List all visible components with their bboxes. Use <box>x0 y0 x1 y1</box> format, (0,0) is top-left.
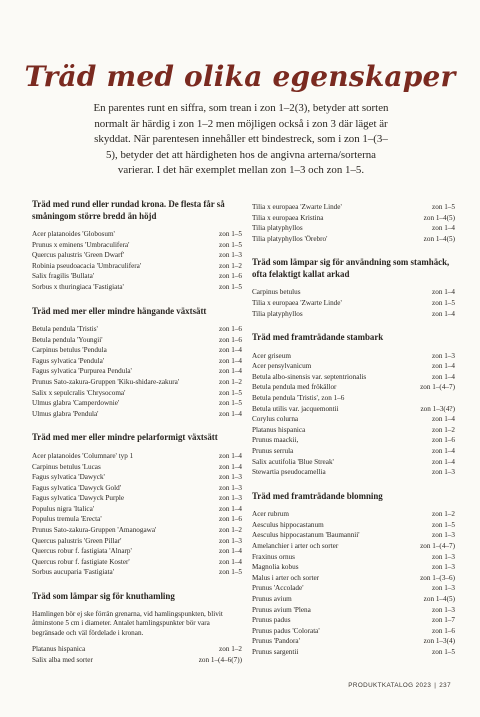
hardiness-zone: zon 1–4 <box>219 451 242 460</box>
section-heading: Träd som lämpar sig för knuthamling <box>32 591 175 602</box>
plant-name: Carpinus betulus <box>252 288 301 297</box>
plant-name: Fagus sylvatica 'Dawyck Purple <box>32 494 125 503</box>
plant-row <box>252 552 455 563</box>
plant-row <box>32 409 242 420</box>
hardiness-zone: zon 1–7 <box>432 616 455 625</box>
hardiness-zone: zon 1–2 <box>432 425 455 434</box>
plant-row <box>32 546 242 557</box>
hardiness-zone: zon 1–4 <box>432 457 455 466</box>
plant-row <box>252 530 455 541</box>
hardiness-zone: zon 1–2 <box>219 644 242 653</box>
hardiness-zone: zon 1–4 <box>219 346 242 355</box>
plant-row <box>32 271 242 282</box>
section-heading: Träd med mer eller mindre pelarformigt växtsätt <box>32 432 218 443</box>
plant-row <box>32 398 242 409</box>
plant-row <box>32 335 242 346</box>
plant-name: Salix acutifolia 'Blue Streak' <box>252 457 334 466</box>
hardiness-zone: zon 1–(4–6(7)) <box>198 655 242 664</box>
plant-name: Tilia x europaea Kristina <box>252 213 324 222</box>
plant-name: Betula albo-sinensis var. septentrionalis <box>252 372 367 381</box>
plant-row <box>252 594 455 605</box>
hardiness-zone: zon 1–4 <box>219 367 242 376</box>
hardiness-zone: zon 1–(3–6) <box>420 573 455 582</box>
plant-row <box>32 536 242 547</box>
hardiness-zone: zon 1–4 <box>432 447 455 455</box>
hardiness-zone: zon 1–6 <box>432 626 455 635</box>
plant-name: Sorbus x thuringiaca 'Fastigiata' <box>32 282 124 291</box>
plant-name: Betula pendula 'Youngii' <box>32 335 103 344</box>
plant-row <box>252 361 455 372</box>
plant-row <box>32 250 242 261</box>
hardiness-zone: zon 1–3 <box>219 536 242 545</box>
plant-name: Populus tremula 'Erecta' <box>32 515 102 524</box>
plant-name: Tilia x europaea 'Zwarte Linde' <box>252 298 342 307</box>
footer-separator: | <box>434 682 437 689</box>
plant-name: Quercus palustris 'Green Pillar' <box>32 536 122 545</box>
hardiness-zone: zon 1–3 <box>432 552 455 561</box>
section-heading: Träd som lämpar sig för användning som stamhäck, ofta felaktigt kallat arkad <box>252 257 450 279</box>
plant-name: Prunus sargentii <box>252 648 299 656</box>
plant-name: Quercus palustris 'Green Dwarf' <box>32 251 125 260</box>
plant-row <box>32 493 242 504</box>
plant-name: Amelanchier i arter och sorter <box>252 542 339 551</box>
page-title: Träd med olika egenskaper <box>24 60 456 93</box>
plant-name: Fagus sylvatica 'Purpurea Pendula' <box>32 367 132 376</box>
plant-section <box>252 332 455 478</box>
plant-name: Malus i arter och sorter <box>252 573 320 582</box>
plant-name: Robinia pseudoacacia 'Umbraculifera' <box>32 261 142 270</box>
plant-row <box>252 382 455 393</box>
plant-row <box>32 525 242 536</box>
plant-name: Populus nigra 'Italica' <box>32 504 95 513</box>
plant-name: Quercus robur f. fastigiata 'Alnarp' <box>32 547 132 556</box>
plant-name: Prunus padus 'Colorata' <box>252 626 320 635</box>
plant-name: Ulmus glabra 'Camperdownie' <box>32 399 120 408</box>
hardiness-zone: zon 1–4 <box>432 372 455 381</box>
plant-name: Carpinus betulus 'Lucas <box>32 462 101 471</box>
plant-name: Betula pendula 'Tristis', zon 1–6 <box>252 394 345 403</box>
section-heading: Träd med rund eller rundad krona. De flesta får så småningom större bredd än höjd <box>32 199 225 221</box>
plant-row <box>252 446 455 457</box>
hardiness-zone: zon 1–5 <box>432 298 455 307</box>
plant-row <box>252 541 455 552</box>
hardiness-zone: zon 1–4 <box>219 557 242 566</box>
plant-section <box>32 432 242 578</box>
plant-name: Quercus robur f. fastigiate Koster' <box>32 557 130 566</box>
hardiness-zone: zon 1–4 <box>432 415 455 424</box>
plant-row <box>252 583 455 594</box>
plant-row <box>252 351 455 362</box>
plant-name: Acer platanoides 'Globosum' <box>32 230 115 238</box>
plant-row <box>32 514 242 525</box>
plant-row <box>252 573 455 584</box>
plant-row <box>252 509 455 520</box>
hardiness-zone: zon 1–6 <box>219 325 242 334</box>
plant-name: Acer pensylvanicum <box>252 362 312 371</box>
plant-row <box>252 213 455 224</box>
hardiness-zone: zon 1–4 <box>219 504 242 513</box>
plant-row <box>252 605 455 616</box>
plant-section <box>32 199 242 293</box>
plant-row <box>252 467 455 478</box>
hardiness-zone: zon 1–3 <box>432 468 455 477</box>
plant-row <box>252 414 455 425</box>
plant-name: Fagus sylvatica 'Dawyck Gold' <box>32 483 122 492</box>
plant-row <box>32 472 242 483</box>
plant-name: Prunus maackii, <box>252 436 299 445</box>
plant-name: Prunus Sato-zakura-Gruppen 'Kiku-shidare-zakura' <box>32 378 180 387</box>
plant-name: Ulmus glabra 'Pendula' <box>32 409 99 418</box>
plant-row <box>32 567 242 578</box>
plant-name: Salix x sepulcralis 'Chrysocoma' <box>32 388 126 397</box>
plant-row <box>32 229 242 240</box>
plant-row <box>32 451 242 462</box>
hardiness-zone: zon 1–6 <box>432 436 455 445</box>
plant-name: Corylus colurna <box>252 415 299 424</box>
hardiness-zone: zon 1–6 <box>219 335 242 344</box>
plant-row <box>252 647 455 658</box>
hardiness-zone: zon 1–5 <box>219 568 242 577</box>
plant-name: Prunus serrula <box>252 447 294 455</box>
page-number: 237 <box>439 682 451 689</box>
plant-name: Stewartia pseudocamellia <box>252 468 326 477</box>
plant-name: Carpinus betulus 'Pendula <box>32 346 107 355</box>
hardiness-zone: zon 1–4(5) <box>423 595 455 604</box>
hardiness-zone: zon 1–3 <box>432 584 455 593</box>
plant-row <box>252 425 455 436</box>
hardiness-zone: zon 1–3(4) <box>423 637 455 646</box>
hardiness-zone: zon 1–5 <box>219 230 242 238</box>
hardiness-zone: zon 1–4 <box>219 462 242 471</box>
hardiness-zone: zon 1–(4–7) <box>420 542 455 551</box>
plant-row <box>32 557 242 568</box>
hardiness-zone: zon 1–4 <box>219 409 242 418</box>
hardiness-zone: zon 1–2 <box>432 510 455 519</box>
plant-name: Fagus sylvatica 'Pendula' <box>32 356 105 365</box>
plant-name: Fraxinus ornus <box>252 552 295 561</box>
right-column <box>252 202 455 671</box>
plant-section <box>32 591 242 665</box>
plant-row <box>32 356 242 367</box>
hardiness-zone: zon 1–3 <box>432 351 455 360</box>
plant-row <box>252 636 455 647</box>
plant-row <box>252 457 455 468</box>
plant-row <box>32 240 242 251</box>
plant-name: Sorbus aucuparia 'Fastigiata' <box>32 568 115 577</box>
plant-row <box>32 462 242 473</box>
hardiness-zone: zon 1–3(4?) <box>420 404 455 413</box>
plant-name: Magnolia kobus <box>252 563 299 572</box>
page-footer <box>348 682 451 689</box>
hardiness-zone: zon 1–5 <box>432 203 455 211</box>
plant-row <box>32 324 242 335</box>
hardiness-zone: zon 1–3 <box>219 251 242 260</box>
hardiness-zone: zon 1–5 <box>219 388 242 397</box>
hardiness-zone: zon 1–5 <box>432 520 455 529</box>
plant-row <box>252 287 455 298</box>
plant-row <box>32 345 242 356</box>
section-heading: Träd med framträdande stambark <box>252 332 384 343</box>
plant-row <box>252 223 455 234</box>
section-note: Hamlingen bör ej ske förrän grenarna, vid hamlingspunkten, blivit åtminstone 5 cm i diameter. Antalet hamlingspunkter bör vara begränsade och väl fördelade i kronan. <box>32 609 223 638</box>
plant-name: Platanus hispanica <box>32 644 86 653</box>
plant-name: Tilia x europaea 'Zwarte Linde' <box>252 203 342 211</box>
plant-name: Prunus x eminens 'Umbraculifera' <box>32 240 130 249</box>
intro-paragraph: En parentes runt en siffra, som trean i zon 1–2(3), betyder att sorten normalt är härdig i zon 1–2 men möjligen också i zon 3 där läget är skyddat. När parentesen innehåller ett bindestreck, som i zon 1–(3–5), betyder det att härdigheten hos de angivna arterna/sorterna varierar. I det här exemplet mellan zon 1–3 och zon 1–5. <box>93 102 389 176</box>
plant-name: Betula pendula 'Tristis' <box>32 325 98 334</box>
hardiness-zone: zon 1–5 <box>219 282 242 291</box>
plant-row <box>32 483 242 494</box>
hardiness-zone: zon 1–5 <box>219 399 242 408</box>
hardiness-zone: zon 1–(4–7) <box>420 383 455 392</box>
plant-name: Acer rubrum <box>252 510 289 519</box>
plant-name: Prunus avium <box>252 595 292 604</box>
plant-name: Prunus avium 'Plena <box>252 605 311 614</box>
plant-row <box>252 520 455 531</box>
plant-row <box>32 366 242 377</box>
plant-row <box>32 261 242 272</box>
hardiness-zone: zon 1–4 <box>432 224 455 233</box>
hardiness-zone: zon 1–2 <box>219 378 242 387</box>
left-column <box>32 199 242 678</box>
plant-name: Tilia platyphyllos <box>252 309 303 318</box>
plant-row <box>252 234 455 245</box>
plant-section <box>32 306 242 420</box>
plant-name: Prunus padus <box>252 616 291 625</box>
hardiness-zone: zon 1–3 <box>432 531 455 540</box>
plant-section <box>252 257 455 319</box>
plant-name: Acer griseum <box>252 351 291 360</box>
plant-name: Betula pendula med frökällor <box>252 383 337 392</box>
plant-row <box>252 615 455 626</box>
catalog-name: PRODUKTKATALOG 2023 <box>348 682 432 689</box>
section-heading: Träd med mer eller mindre hängande växtsätt <box>32 305 207 316</box>
plant-row <box>252 435 455 446</box>
hardiness-zone: zon 1–4 <box>432 288 455 297</box>
plant-section <box>252 202 455 244</box>
hardiness-zone: zon 1–4(5) <box>423 213 455 222</box>
hardiness-zone: zon 1–4 <box>219 547 242 556</box>
hardiness-zone: zon 1–3 <box>432 563 455 572</box>
plant-row <box>32 504 242 515</box>
plant-row <box>32 644 242 655</box>
hardiness-zone: zon 1–4 <box>432 362 455 371</box>
hardiness-zone: zon 1–4 <box>219 356 242 365</box>
plant-name: Prunus 'Pandora' <box>252 637 300 646</box>
plant-name: Aesculus hippocastanum <box>252 520 324 529</box>
hardiness-zone: zon 1–5 <box>432 648 455 656</box>
plant-row <box>252 562 455 573</box>
hardiness-zone: zon 1–3 <box>432 605 455 614</box>
hardiness-zone: zon 1–3 <box>219 483 242 492</box>
plant-name: Acer platanoides 'Columnare' typ 1 <box>32 451 134 460</box>
plant-name: Prunus Sato-zakura-Gruppen 'Amanogawa' <box>32 526 157 535</box>
hardiness-zone: zon 1–5 <box>219 240 242 249</box>
plant-name: Aesculus hippocastanum 'Baumannii' <box>252 531 360 540</box>
plant-row <box>252 404 455 415</box>
plant-section <box>252 491 455 658</box>
plant-name: Salix alba med sorter <box>32 655 93 664</box>
plant-row <box>32 282 242 293</box>
hardiness-zone: zon 1–2 <box>219 526 242 535</box>
plant-name: Salix fragilis 'Bullata' <box>32 272 95 281</box>
plant-row <box>252 393 455 404</box>
plant-name: Betula utilis var. jacquemontii <box>252 404 339 413</box>
hardiness-zone: zon 1–3 <box>219 494 242 503</box>
plant-name: Fagus sylvatica 'Dawyck' <box>32 473 105 482</box>
plant-row <box>32 377 242 388</box>
plant-row <box>252 202 455 213</box>
hardiness-zone: zon 1–3 <box>219 473 242 482</box>
section-heading: Träd med framträdande blomning <box>252 490 383 501</box>
plant-row <box>252 626 455 637</box>
hardiness-zone: zon 1–2 <box>219 261 242 270</box>
plant-row <box>252 372 455 383</box>
plant-row <box>252 309 455 320</box>
hardiness-zone: zon 1–4(5) <box>423 234 455 243</box>
plant-name: Tilia platyphyllos <box>252 224 303 233</box>
hardiness-zone: zon 1–4 <box>432 309 455 318</box>
plant-name: Prunus 'Accolade' <box>252 584 304 593</box>
plant-row <box>252 298 455 309</box>
plant-name: Platanus hispanica <box>252 425 306 434</box>
plant-row <box>32 655 242 666</box>
hardiness-zone: zon 1–6 <box>219 515 242 524</box>
plant-name: Tilia platyphyllos 'Örebro' <box>252 234 328 243</box>
plant-row <box>32 388 242 399</box>
hardiness-zone: zon 1–6 <box>219 272 242 281</box>
